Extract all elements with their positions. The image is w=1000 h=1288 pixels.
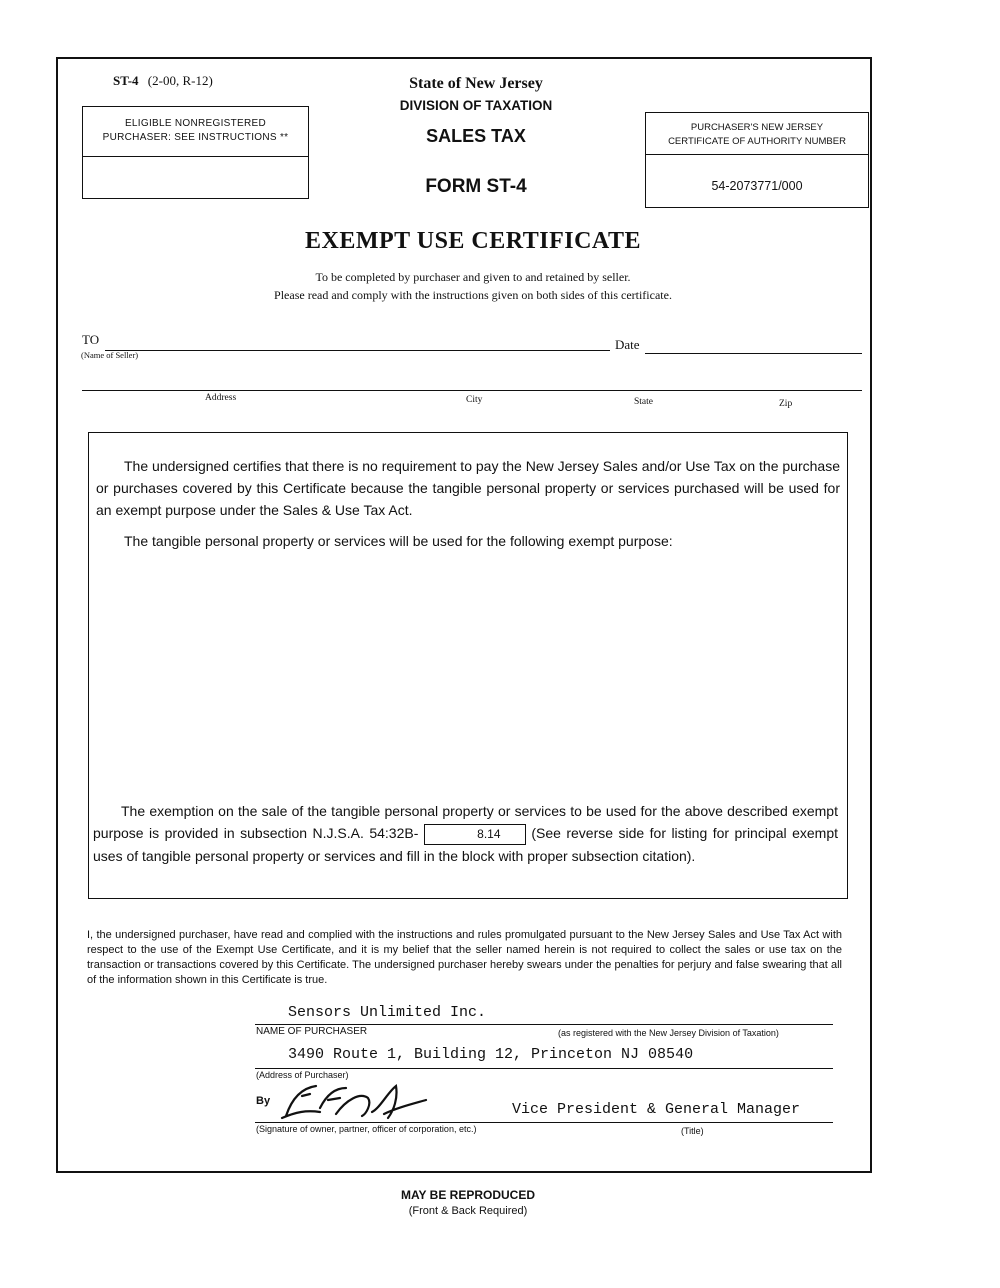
oath-text: I, the undersigned purchaser, have read and complied with the instructions and rules promulgated pursuant to the New Jersey Sales and Use Tax Act with respect to the use of the Exempt Use Certificate, and it is my belief that the seller named herein is not required to collect the sales or use tax on the transaction or transactions covered by this Certificate. The undersigned purchaser hereby swears under the penalties for perjury and false swearing that all of the information shown in this Certificate is true.	[87, 929, 842, 986]
footer-line1: MAY BE REPRODUCED	[400, 1188, 536, 1202]
signature-line	[255, 1122, 833, 1123]
purchaser-address-label: (Address of Purchaser)	[256, 1070, 349, 1080]
purchaser-name-line	[255, 1024, 833, 1025]
instruction-line1: To be completed by purchaser and given to and retained by seller.	[315, 270, 631, 284]
authority-number-box	[645, 112, 869, 208]
purchaser-address: 3490 Route 1, Building 12, Princeton NJ 08540	[288, 1046, 694, 1063]
purchaser-title: Vice President & General Manager	[512, 1101, 801, 1118]
eligible-line1: ELIGIBLE NONREGISTERED	[124, 118, 267, 129]
subsection-field[interactable]: 8.14	[424, 824, 526, 845]
header-tax: SALES TAX	[426, 126, 526, 146]
page-title: EXEMPT USE CERTIFICATE	[305, 228, 641, 254]
purchaser-address-line	[255, 1068, 833, 1069]
title-caption: (Title)	[681, 1126, 704, 1136]
form-code-line	[113, 73, 213, 89]
to-label: TO	[82, 332, 100, 347]
instruction-line2: Please read and comply with the instructions given on both sides of this certificate.	[274, 288, 672, 302]
eligible-purchaser-box	[82, 106, 309, 199]
certification-para2: The tangible personal property or services will be used for the following exempt purpose:	[124, 533, 673, 549]
seller-name-line[interactable]	[105, 350, 610, 351]
signature-caption: (Signature of owner, partner, officer of corporation, etc.)	[256, 1124, 477, 1134]
form-revision: (2-00, R-12)	[147, 73, 213, 88]
authority-number: 54-2073771/000	[711, 179, 803, 193]
signature-icon	[276, 1078, 436, 1126]
state-caption: State	[634, 397, 653, 407]
purchaser-name: Sensors Unlimited Inc.	[288, 1004, 487, 1021]
header-form: FORM ST-4	[425, 176, 527, 197]
seller-caption: (Name of Seller)	[81, 350, 139, 360]
by-label: By	[256, 1095, 271, 1107]
city-caption: City	[466, 395, 483, 405]
date-line[interactable]	[645, 353, 862, 354]
header-state: State of New Jersey	[409, 75, 543, 92]
para3-after: (See reverse side for listing for principal exempt uses of tangible personal property or services and fill in the block with proper subsection citation).	[93, 825, 839, 864]
certification-para1: The undersigned certifies that there is no requirement to pay the New Jersey Sales and/or Use Tax on the purchase or purchases covered by this Certificate because the tangible personal property or services purchased will be used for an exempt purpose under the Sales & Use Tax Act.	[96, 458, 840, 518]
seller-address-line[interactable]	[82, 390, 862, 391]
purchaser-name-note: (as registered with the New Jersey Division of Taxation)	[558, 1028, 779, 1038]
certification-para3	[93, 800, 838, 867]
address-caption: Address	[205, 393, 237, 403]
eligible-line2: PURCHASER: SEE INSTRUCTIONS **	[102, 132, 289, 143]
authority-line2: CERTIFICATE OF AUTHORITY NUMBER	[668, 136, 846, 147]
para3-before: The exemption on the sale of the tangible personal property or services to be used for the above described exempt purpose is provided in subsection N.J.S.A. 54:32B-	[93, 803, 838, 841]
footer-line2: (Front & Back Required)	[408, 1205, 528, 1217]
zip-caption: Zip	[779, 399, 793, 409]
date-label: Date	[615, 337, 640, 352]
purchaser-name-label: NAME OF PURCHASER	[256, 1026, 368, 1037]
authority-line1: PURCHASER'S NEW JERSEY	[690, 122, 824, 133]
form-code: ST-4	[113, 73, 139, 88]
header-division: DIVISION OF TAXATION	[399, 98, 553, 113]
